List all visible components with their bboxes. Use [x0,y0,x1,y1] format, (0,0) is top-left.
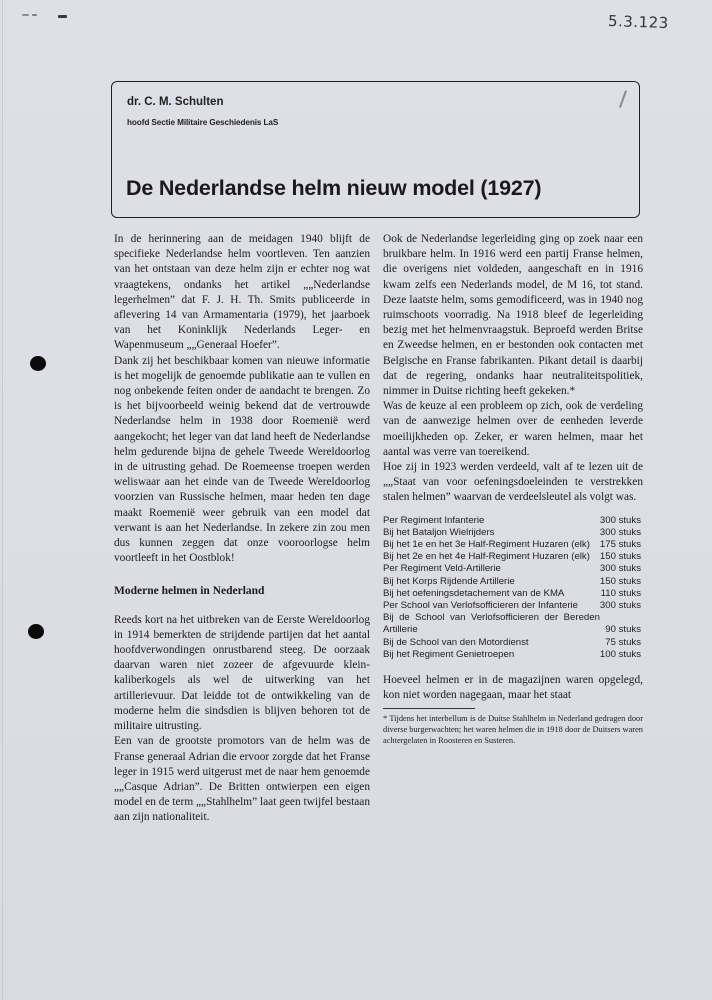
unit-name: Bij het Regiment Genietroepen [383,648,515,660]
helmet-quantity: 100 stuks [599,648,641,660]
table-row [383,600,643,612]
helmet-quantity: 150 stuks [599,575,641,587]
helmet-quantity: 300 stuks [599,514,641,526]
table-row [383,563,643,575]
unit-name: Bij het 2e en het 4e Half-Regiment Huzaren (elk) [383,551,590,563]
punch-hole-top [30,356,46,371]
table-row [383,612,643,636]
unit-name: Bij de School van Verlofsofficieren der Bereden Artillerie [383,612,600,636]
helmet-quantity: 300 stuks [599,526,641,538]
table-row [383,588,643,600]
table-row [383,649,643,661]
paragraph: Hoe zij in 1923 werden verdeeld, valt af te lezen uit de „„Staat van voor oefeningsdoeleinden te verstrekken stalen helmen” waarvan de verdeelsleutel als volgt was. [383,461,643,504]
unit-name: Bij het Korps Rijdende Artillerie [383,575,515,587]
table-row [383,539,643,551]
author-name: dr. C. M. Schulten [127,96,224,108]
footnote: * Tijdens het interbellum is de Duitse Stahlhelm in Nederland gedragen door diverse burgerwachten; het waren helmen die in 1918 door de Duitsers waren achtergelaten in Roosteren en Susteren. [383,713,643,745]
stray-mark [32,14,37,16]
table-row [383,551,643,563]
stray-mark [58,15,67,18]
helmet-quantity: 110 stuks [600,587,641,599]
paragraph: Een van de grootste promotors van de helm was de Franse generaal Adrian die ervoor zorgde dat het Franse leger in 1915 werd uitgerust met de naar hem genoemde „„Casque Adrian”. De Britten ontwierpen een eigen model en de term „„Stahlhelm” laat geen twijfel bestaan aan zijn nationaliteit. [114,735,370,824]
unit-name: Bij het 1e en het 3e Half-Regiment Huzaren (elk) [383,539,590,551]
section-heading: Moderne helmen in Nederland [114,585,265,598]
unit-name: Per Regiment Infanterie [383,514,485,526]
paragraph: Ook de Nederlandse legerleiding ging op zoek naar een bruikbare helm. In 1916 werd een partij Franse helmen, die overigens niet voldeden, aangeschaft en in 1916 kwam zelfs een Nederlands model, de M 16, tot stand. Deze laatste helm, soms gemodificeerd, was in 1940 nog ruimschoots voorradig. Na 1918 bleef de legerleiding bezig met het helmenvraagstuk. Beproefd werden Britse en Zweedse helmen, en er bestonden ook contacten met Belgische en Franse fabrikanten. Pikant detail is daarbij dat de regering, ondanks haar neutraliteitspolitiek, nimmer in Duitse richting heeft gekeken.* [383,233,643,398]
paragraph: Dank zij het beschikbaar komen van nieuwe informatie is het mogelijk de genoemde publikatie aan te vullen en nog onbekende feiten onder de aandacht te brengen. Zo is het bijvoorbeeld weinig bekend dat de vertrouwde Nederlandse helm in 1938 door Roemenië werd aangekocht; het leger van dat land heeft de Nederlandse helm gedurende bijna de gehele Tweede Wereldoorlog in de uitrusting gehad. De Roemeense troepen werden weliswaar aan het einde van de Tweede Wereldoorlog voorzien van Russische helmen, maar heden ten dage maakt Roemenië weer gebruik van een model dat verwant is aan het Nederlandse. In zekere zin zou men dus kunnen zeggen dat onze vooroorlogse helm voortleeft in het Oostblok! [114,354,370,565]
paragraph: In de herinnering aan de meidagen 1940 blijft de specifieke Nederlandse helm voortleven. Ten aanzien van het ontstaan van deze helm zijn er echter nog wat vraagtekens, ondanks het artikel „„Nederlandse legerhelmen” dat F. J. H. Th. Smits publiceerde in aflevering 14 van Armamentaria (1979), het jaarboek van het Koninklijk Nederlands Leger- en Wapenmuseum „„Generaal Hoefer”. [114,233,370,352]
unit-name: Per Regiment Veld-Artillerie [383,563,501,575]
unit-name: Bij de School van den Motordienst [383,636,529,648]
table-row [383,527,643,539]
page-edge-shadow [2,0,3,1000]
table-row [383,637,643,649]
unit-name: Bij het Bataljon Wielrijders [383,526,495,538]
stray-mark [22,14,29,16]
unit-name: Bij het oefeningsdetachement van de KMA [383,587,565,599]
punch-hole-bottom [28,624,44,639]
helmet-quantity: 90 stuks [605,624,641,636]
helmet-quantity: 300 stuks [599,563,641,575]
handwritten-archive-number: 5.3.123 [607,11,670,33]
table-row [383,515,643,527]
unit-name: Per School van Verlofsofficieren der Infanterie [383,600,579,612]
paragraph: Was de keuze al een probleem op zich, ook de verdeling van de aanwezige helmen over de eenheden leverde moeilijkheden op. Zeker, er waren helmen, maar het aantal was verre van toereikend. [383,400,643,458]
right-column [383,232,643,746]
table-row [383,576,643,588]
paragraph: Hoeveel helmen er in de magazijnen waren opgelegd, kon niet worden nagegaan, maar het staat [383,674,643,702]
helmet-quantity: 150 stuks [599,551,641,563]
helmet-quantity: 175 stuks [599,539,641,551]
author-role: hoofd Sectie Militaire Geschiedenis LaS [127,118,279,127]
helmet-quantity: 75 stuks [605,636,641,648]
paragraph: Reeds kort na het uitbreken van de Eerste Wereldoorlog in 1914 bemerkten de strijdende partijen dat het aantal hoofdverwondingen onrustbarend steeg. De oorzaak daarvan waren niet zozeer de afgevuurde klein-kaliberkogels als wel de uitwerking van het artillerievuur. Dat leidde tot de ontwikkeling van de moderne helm die sindsdien is blijven behoren tot de militaire uitrusting. [114,613,370,733]
helmet-allocation-table [383,515,643,661]
pencil-mark [618,90,626,107]
article-header-box [111,81,640,218]
left-column [114,232,370,826]
helmet-quantity: 300 stuks [599,600,641,612]
article-title: De Nederlandse helm nieuw model (1927) [126,176,542,200]
footnote-divider [383,708,475,709]
